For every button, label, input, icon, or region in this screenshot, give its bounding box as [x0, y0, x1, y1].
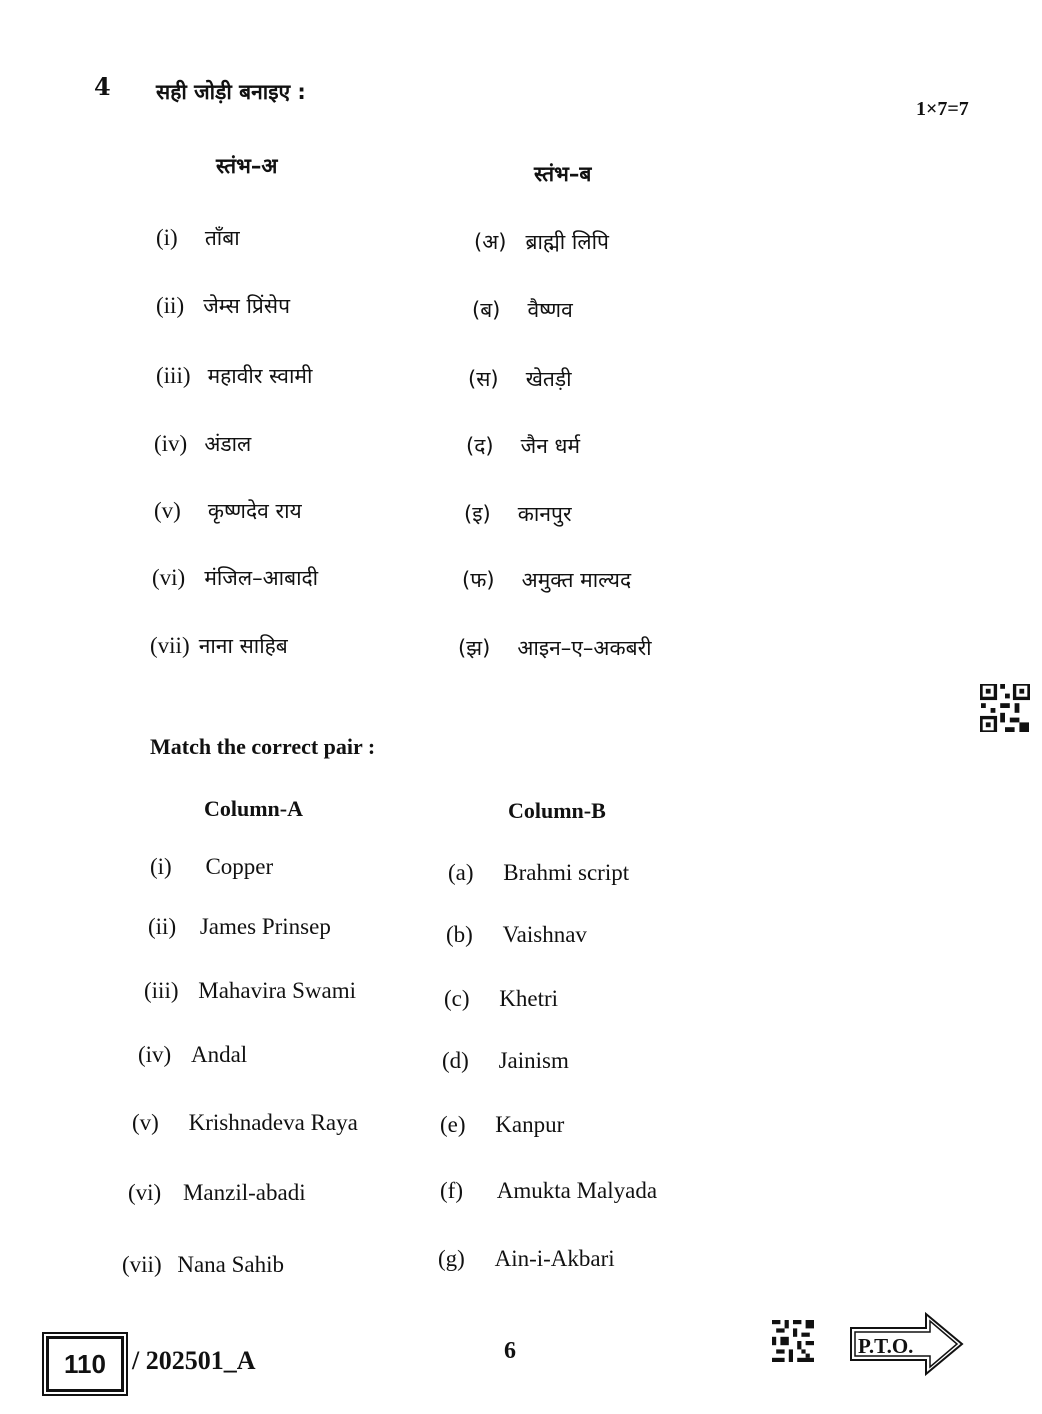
item-text: अमुक्त माल्यद [521, 568, 632, 592]
item-text: Manzil-abadi [182, 1180, 306, 1205]
item-text: Mahavira Swami [198, 978, 357, 1003]
item-number: (v) [132, 1110, 159, 1135]
list-item [156, 224, 240, 252]
list-item [154, 497, 302, 525]
item-text: ताँबा [204, 226, 240, 250]
item-number: (c) [444, 986, 470, 1011]
item-text: कानपुर [517, 502, 572, 526]
hindi-column-a-header: स्तंभ–अ [216, 154, 278, 178]
item-number: (इ) [464, 502, 491, 526]
list-item [156, 362, 312, 390]
list-item [138, 1042, 247, 1068]
list-item [438, 1246, 615, 1272]
list-item [442, 1048, 569, 1074]
page-number: 6 [504, 1338, 516, 1364]
item-text: Kanpur [495, 1112, 565, 1137]
list-item [144, 978, 356, 1004]
item-text: ब्राह्मी लिपि [525, 230, 609, 254]
item-text: आइन–ए–अकबरी [517, 636, 652, 660]
item-number: (vii) [150, 633, 190, 658]
list-item [122, 1252, 284, 1278]
list-item [446, 922, 587, 948]
item-text: खेतड़ी [525, 367, 572, 391]
item-text: जैन धर्म [520, 434, 581, 458]
item-text: वैष्णव [527, 298, 573, 322]
item-number: (द) [466, 434, 494, 458]
list-item [154, 430, 251, 458]
list-item [440, 1112, 564, 1138]
item-text: Jainism [498, 1048, 569, 1073]
list-item [472, 296, 573, 324]
list-item [474, 228, 609, 256]
item-number: (vi) [152, 565, 186, 590]
list-item [458, 634, 652, 662]
item-text: अंडाल [204, 432, 252, 456]
list-item [150, 854, 273, 880]
item-text: Nana Sahib [177, 1252, 285, 1277]
list-item [448, 860, 629, 886]
item-number: (iv) [154, 431, 188, 456]
item-number: (g) [438, 1246, 465, 1271]
list-item [148, 914, 331, 940]
item-number: (ब) [472, 298, 501, 322]
item-text: James Prinsep [199, 914, 331, 939]
list-item [462, 566, 631, 594]
item-text: Krishnadeva Raya [188, 1110, 358, 1135]
item-number: (v) [154, 498, 181, 523]
item-number: (f) [440, 1178, 463, 1203]
item-number: (ii) [148, 914, 177, 939]
list-item [444, 986, 558, 1012]
item-number: (iv) [138, 1042, 172, 1067]
marks-allocation: 1×7=7 [916, 98, 969, 120]
item-number: (फ) [462, 568, 495, 592]
paper-code-box [46, 1336, 124, 1392]
item-number: (vii) [122, 1252, 162, 1277]
english-column-a-header: Column-A [204, 796, 304, 821]
question-number: 4 [94, 72, 111, 101]
hindi-column-b-header: स्तंभ–ब [534, 162, 592, 186]
list-item [464, 500, 572, 528]
item-text: Khetri [499, 986, 559, 1011]
item-number: (b) [446, 922, 473, 947]
item-text: Amukta Malyada [496, 1178, 658, 1203]
item-number: (e) [440, 1112, 466, 1137]
item-text: Copper [205, 854, 274, 879]
item-number: (d) [442, 1048, 469, 1073]
barcode-icon [772, 1320, 814, 1362]
list-item [156, 292, 290, 320]
item-number: (i) [156, 225, 178, 250]
series-code: / 202501_A [132, 1346, 256, 1375]
item-number: (झ) [458, 636, 491, 660]
paper-code: 110 [64, 1348, 106, 1379]
item-number: (vi) [128, 1180, 162, 1205]
item-text: Vaishnav [502, 922, 587, 947]
list-item [440, 1178, 657, 1204]
item-number: (ii) [156, 293, 185, 318]
item-text: जेम्स प्रिंसेप [203, 294, 290, 318]
item-number: (iii) [156, 363, 191, 388]
list-item [466, 432, 580, 460]
hindi-instruction: सही जोड़ी बनाइए : [156, 80, 306, 104]
item-number: (a) [448, 860, 474, 885]
item-text: Brahmi script [503, 860, 630, 885]
list-item [132, 1110, 358, 1136]
item-text: Andal [190, 1042, 248, 1067]
item-text: नाना साहिब [198, 634, 288, 658]
item-number: (iii) [144, 978, 179, 1003]
item-number: (अ) [474, 230, 507, 254]
english-column-b-header: Column-B [508, 798, 606, 823]
item-text: Ain-i-Akbari [494, 1246, 615, 1271]
item-number: (स) [468, 367, 499, 391]
item-text: मंजिल–आबादी [204, 566, 319, 590]
item-text: महावीर स्वामी [207, 364, 313, 388]
item-number: (i) [150, 854, 172, 879]
pto-label: P.T.O. [858, 1334, 914, 1358]
english-instruction: Match the correct pair : [150, 734, 376, 759]
list-item [128, 1180, 306, 1206]
list-item [152, 564, 318, 592]
list-item [150, 632, 288, 660]
list-item [468, 365, 572, 393]
item-text: कृष्णदेव राय [207, 499, 302, 523]
qr-code-icon [980, 684, 1030, 732]
